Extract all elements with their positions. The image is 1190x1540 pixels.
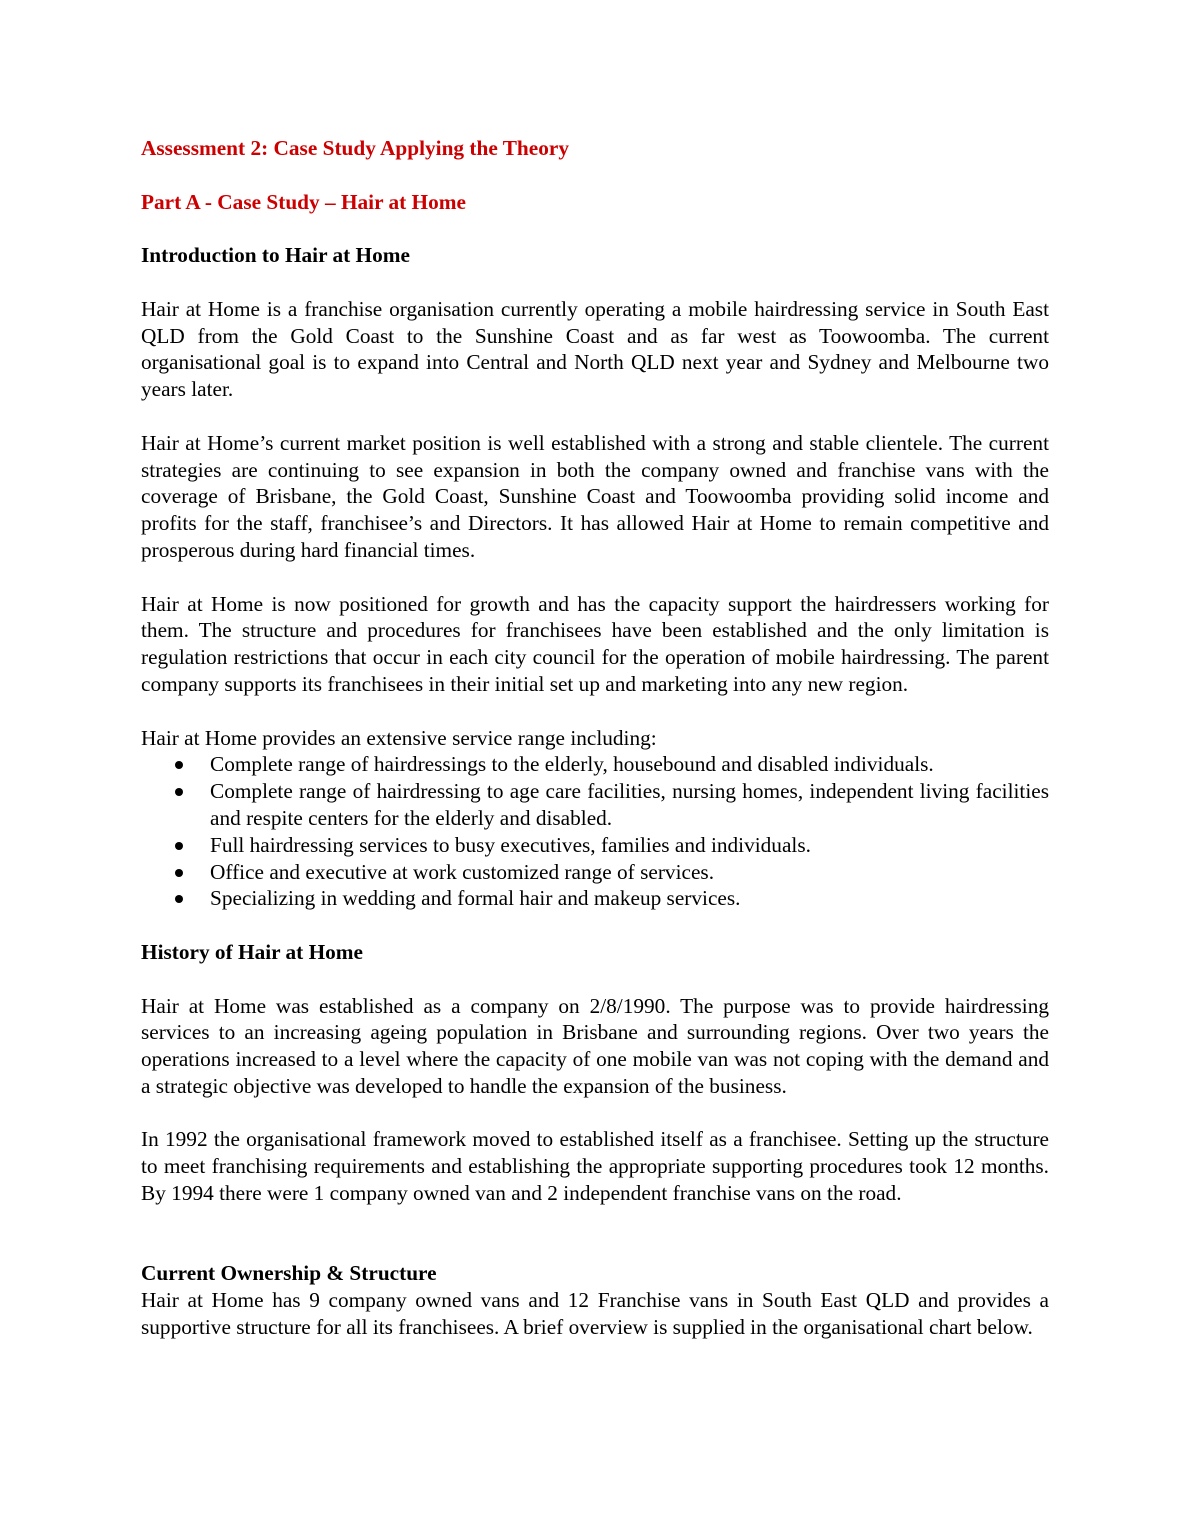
- bullet-icon: [175, 842, 183, 850]
- bullet-icon: [175, 869, 183, 877]
- list-item: Complete range of hairdressing to age care facilities, nursing homes, independent living facilities and respite centers for the elderly and disabled.: [141, 778, 1049, 832]
- list-item: Complete range of hairdressings to the elderly, housebound and disabled individuals.: [141, 751, 1049, 778]
- bullet-icon: [175, 761, 183, 769]
- list-item: Office and executive at work customized range of services.: [141, 859, 1049, 886]
- intro-paragraph-1: Hair at Home is a franchise organisation currently operating a mobile hairdressing service in South East QLD from the Gold Coast to the Sunshine Coast and as far west as Toowoomba. The current organisational goal is to expand into Central and North QLD next year and Sydney and Melbourne two years later.: [141, 296, 1049, 402]
- bullet-icon: [175, 895, 183, 903]
- history-paragraph-2: In 1992 the organisational framework moved to established itself as a franchisee. Setting up the structure to meet franchising requirements and establishing the appropriate supporting procedures took 12 months. By 1994 there were 1 company owned van and 2 independent franchise vans on the road.: [141, 1127, 1049, 1206]
- document-subtitle: Part A - Case Study – Hair at Home: [141, 189, 466, 214]
- list-item: Full hairdressing services to busy executives, families and individuals.: [141, 832, 1049, 859]
- ownership-heading: Current Ownership & Structure: [141, 1261, 437, 1286]
- services-list: [141, 751, 1049, 912]
- document-page: [141, 135, 1049, 1341]
- history-heading: History of Hair at Home: [141, 939, 363, 964]
- list-item: Specializing in wedding and formal hair and makeup services.: [141, 885, 1049, 912]
- ownership-paragraph-1: Hair at Home has 9 company owned vans and 12 Franchise vans in South East QLD and provides a supportive structure for all its franchisees. A brief overview is supplied in the organisational chart below.: [141, 1288, 1049, 1340]
- document-title: Assessment 2: Case Study Applying the Theory: [141, 136, 569, 160]
- intro-paragraph-3: Hair at Home is now positioned for growth and has the capacity support the hairdressers working for them. The structure and procedures for franchisees have been established and the only limitation is regulation restrictions that occur in each city council for the operation of mobile hairdressing. The parent company supports its franchisees in their initial set up and marketing into any new region.: [141, 591, 1049, 696]
- intro-heading: Introduction to Hair at Home: [141, 243, 410, 268]
- services-intro: Hair at Home provides an extensive service range including:: [141, 725, 657, 750]
- bullet-icon: [175, 788, 183, 796]
- intro-paragraph-2: Hair at Home’s current market position is well established with a strong and stable clientele. The current strategies are continuing to see expansion in both the company owned and franchise vans with the coverage of Brisbane, the Gold Coast, Sunshine Coast and Toowoomba providing solid income and profits for the staff, franchisee’s and Directors. It has allowed Hair at Home to remain competitive and prosperous during hard financial times.: [141, 430, 1049, 562]
- history-paragraph-1: Hair at Home was established as a company on 2/8/1990. The purpose was to provide hairdressing services to an increasing ageing population in Brisbane and surrounding regions. Over two years the operations increased to a level where the capacity of one mobile van was not coping with the demand and a strategic objective was developed to handle the expansion of the business.: [141, 993, 1049, 1098]
